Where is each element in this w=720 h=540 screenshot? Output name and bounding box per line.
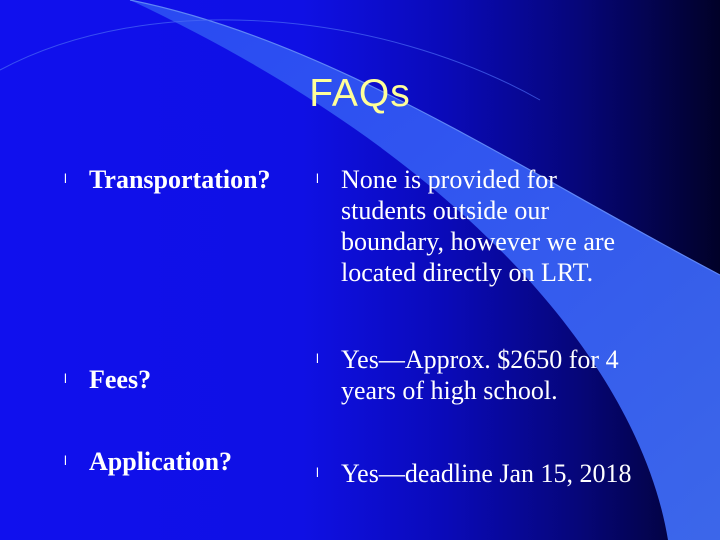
faq-question-application: Application? xyxy=(89,447,233,476)
bullet-icon: l xyxy=(316,351,319,366)
answer-line: None is provided for xyxy=(341,165,557,194)
faq-question-fees: Fees? xyxy=(89,365,152,394)
answer-line: boundary, however we are xyxy=(341,227,616,256)
slide-title: FAQs xyxy=(309,72,411,115)
answer-line: located directly on LRT. xyxy=(341,258,594,287)
answer-line: years of high school. xyxy=(341,376,558,405)
answer-line: students outside our xyxy=(341,196,549,225)
bullet-icon: l xyxy=(316,465,319,480)
bullet-icon: l xyxy=(64,171,67,186)
faq-answer-transportation xyxy=(341,164,615,288)
faq-answer-application xyxy=(341,458,632,489)
answer-line: Yes—deadline Jan 15, 2018 xyxy=(341,459,632,488)
faq-question-transportation: Transportation? xyxy=(89,165,271,194)
faq-answer-fees xyxy=(341,344,619,406)
answer-line: Yes—Approx. $2650 for 4 xyxy=(341,345,619,374)
bullet-icon: l xyxy=(316,171,319,186)
bullet-icon: l xyxy=(64,453,67,468)
bullet-icon: l xyxy=(64,371,67,386)
